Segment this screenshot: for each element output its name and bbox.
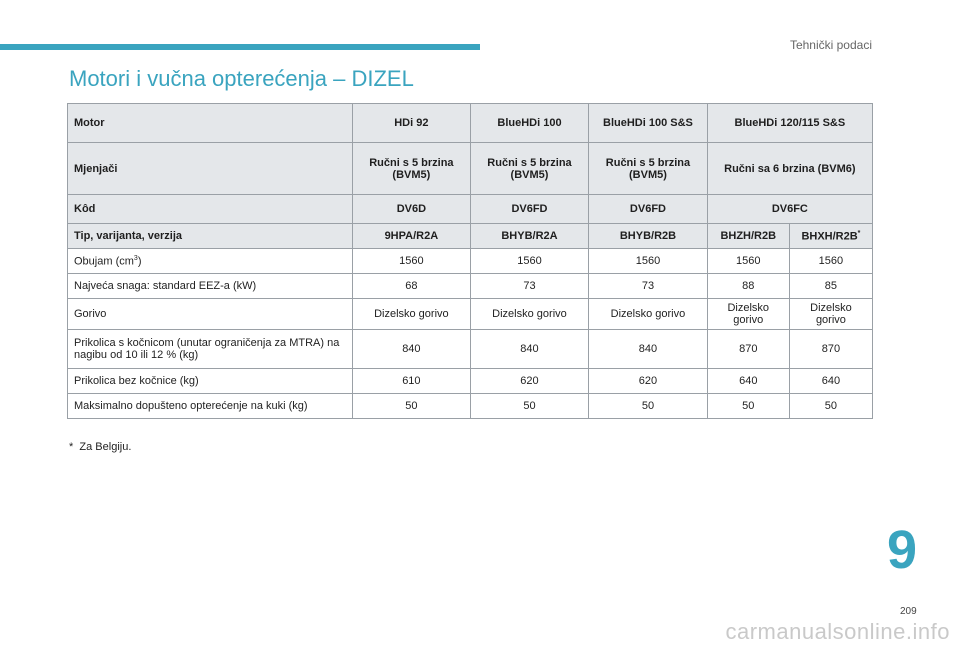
table-row-kuka	[68, 394, 873, 419]
row-label: Prikolica bez kočnice (kg)	[68, 369, 353, 394]
cell-text: BHXH/R2B	[801, 230, 858, 243]
engine-specs-table	[67, 103, 873, 419]
cell: 1560	[707, 249, 789, 274]
cell: 870	[789, 330, 872, 369]
table-row-prikolica-s-kocnicom	[68, 330, 873, 369]
cell: Dizelsko gorivo	[353, 299, 471, 330]
cell: BHYB/R2B	[589, 224, 707, 249]
table-row-snaga	[68, 274, 873, 299]
row-label: Motor	[68, 104, 353, 143]
cell	[789, 224, 872, 249]
cell: 610	[353, 369, 471, 394]
cell: BlueHDi 100 S&S	[589, 104, 707, 143]
cell: 50	[353, 394, 471, 419]
cell: 73	[470, 274, 588, 299]
cell: Ručni sa 6 brzina (BVM6)	[707, 143, 872, 195]
cell: 840	[470, 330, 588, 369]
cell: Ručni s 5 brzina (BVM5)	[470, 143, 588, 195]
cell: BlueHDi 100	[470, 104, 588, 143]
cell: 50	[707, 394, 789, 419]
page-title: Motori i vučna opterećenja – DIZEL	[69, 66, 414, 91]
cell: 640	[789, 369, 872, 394]
cell: DV6FD	[589, 195, 707, 224]
footnote	[69, 441, 131, 453]
cell: BHZH/R2B	[707, 224, 789, 249]
cell: 1560	[589, 249, 707, 274]
cell: 68	[353, 274, 471, 299]
watermark: carmanualsonline.info	[725, 619, 950, 644]
cell: DV6FC	[707, 195, 872, 224]
row-label: Maksimalno dopušteno opterećenje na kuki (kg)	[68, 394, 353, 419]
cell: 73	[589, 274, 707, 299]
row-label: Najveća snaga: standard EEZ-a (kW)	[68, 274, 353, 299]
cell: Dizelsko gorivo	[470, 299, 588, 330]
row-label-end: )	[137, 255, 142, 268]
table-row-motor	[68, 104, 873, 143]
cell: Ručni s 5 brzina (BVM5)	[353, 143, 471, 195]
page-number: 209	[900, 606, 917, 617]
cell: 50	[470, 394, 588, 419]
table-row-gorivo	[68, 299, 873, 330]
cell: 9HPA/R2A	[353, 224, 471, 249]
section-label: Tehnički podaci	[789, 38, 872, 52]
footnote-mark: *	[69, 441, 74, 453]
cell: 1560	[470, 249, 588, 274]
chapter-number: 9	[887, 520, 918, 580]
row-label: Tip, varijanta, verzija	[68, 224, 353, 249]
row-label	[68, 249, 353, 274]
row-label: Mjenjači	[68, 143, 353, 195]
row-label: Prikolica s kočnicom (unutar ograničenja za MTRA) na nagibu od 10 ili 12 % (kg)	[68, 330, 353, 369]
cell: 870	[707, 330, 789, 369]
superscript: 3	[133, 254, 138, 262]
cell: BHYB/R2A	[470, 224, 588, 249]
cell: Dizelsko gorivo	[589, 299, 707, 330]
cell: 620	[589, 369, 707, 394]
cell: HDi 92	[353, 104, 471, 143]
table-row-prikolica-bez-kocnice	[68, 369, 873, 394]
table-row-tip	[68, 224, 873, 249]
cell: 88	[707, 274, 789, 299]
table-row-kod	[68, 195, 873, 224]
cell: 1560	[789, 249, 872, 274]
cell: 620	[470, 369, 588, 394]
cell: DV6D	[353, 195, 471, 224]
footnote-mark: *	[857, 229, 861, 237]
footnote-text: Za Belgiju.	[79, 441, 132, 453]
table-row-obujam	[68, 249, 873, 274]
row-label: Kôd	[68, 195, 353, 224]
cell: Dizelsko gorivo	[789, 299, 872, 330]
cell: 85	[789, 274, 872, 299]
cell: Ručni s 5 brzina (BVM5)	[589, 143, 707, 195]
top-accent-bar	[0, 44, 480, 50]
table-row-mjenjaci	[68, 143, 873, 195]
cell: 50	[589, 394, 707, 419]
cell: BlueHDi 120/115 S&S	[707, 104, 872, 143]
row-label: Gorivo	[68, 299, 353, 330]
cell: 840	[353, 330, 471, 369]
cell: 640	[707, 369, 789, 394]
cell: 1560	[353, 249, 471, 274]
cell: 50	[789, 394, 872, 419]
cell: Dizelsko gorivo	[707, 299, 789, 330]
cell: DV6FD	[470, 195, 588, 224]
row-label-text: Obujam (cm	[74, 255, 134, 268]
cell: 840	[589, 330, 707, 369]
